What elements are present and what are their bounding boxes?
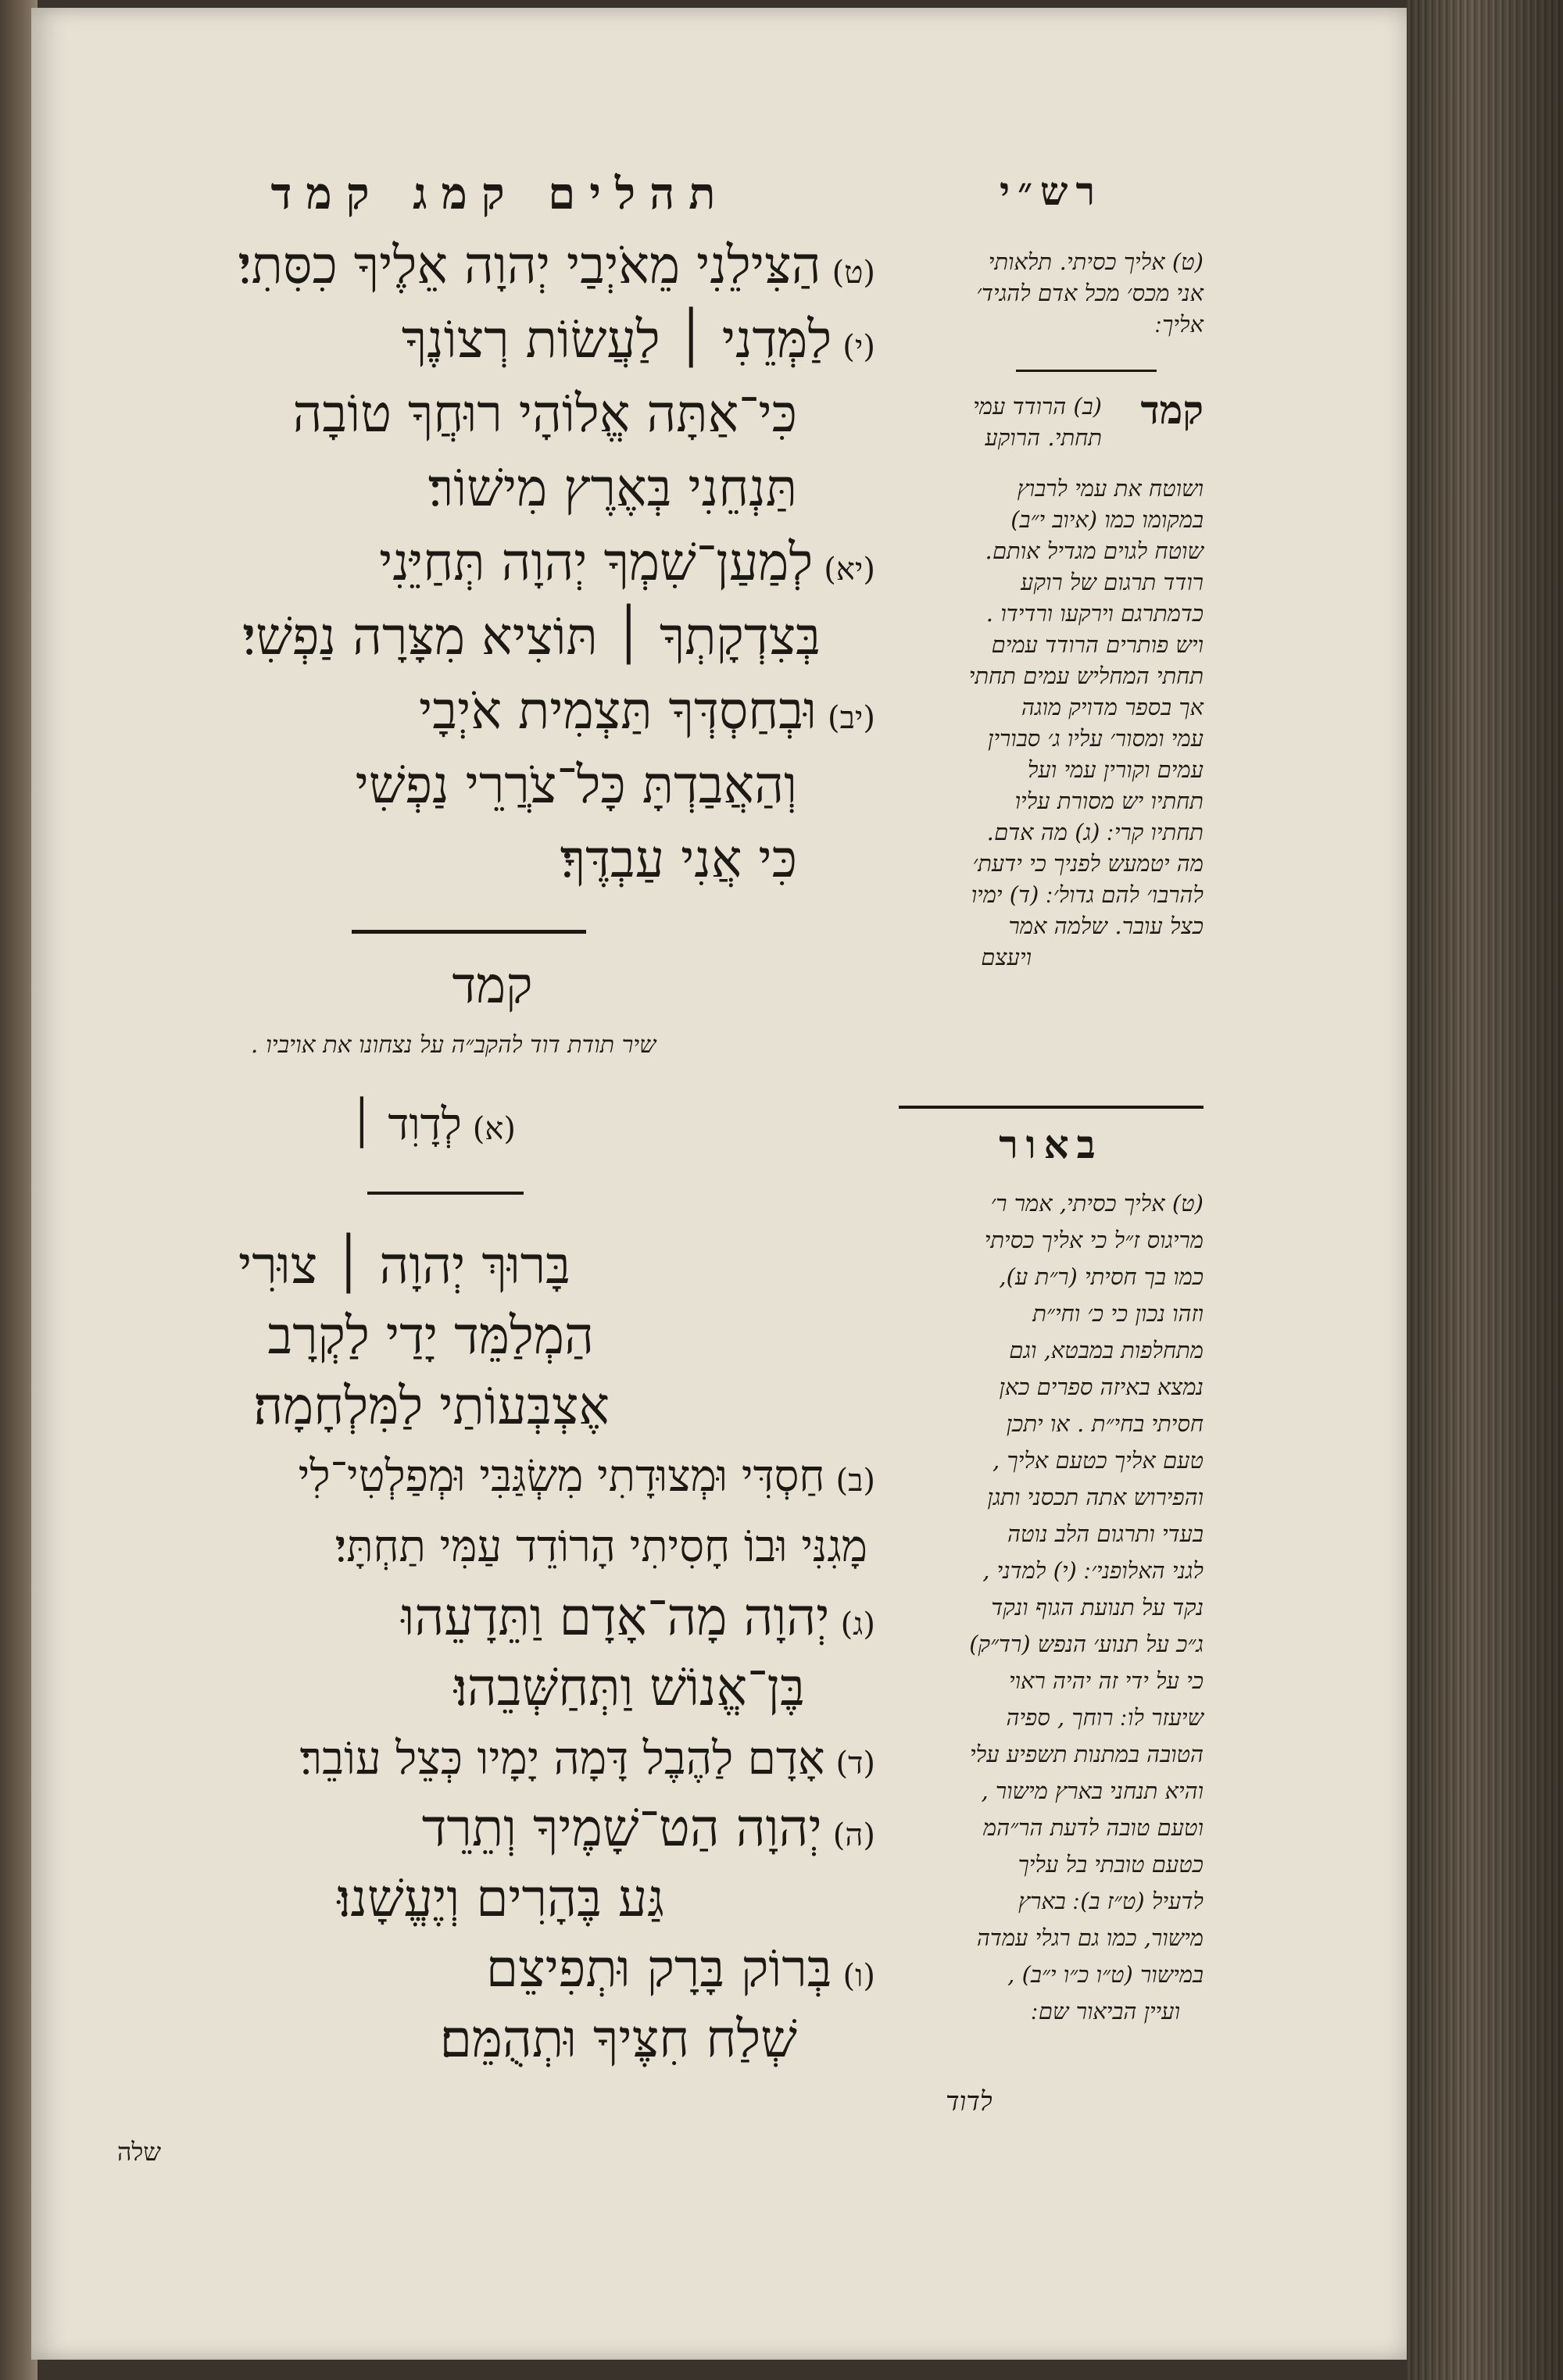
verse-line <box>402 1586 875 1656</box>
biur-commentary <box>899 1121 1204 2082</box>
commentary-line: מישור, כמו גם רגלי עמדה <box>976 1924 1204 1951</box>
verse-number: (א) <box>472 1111 516 1147</box>
rashi-title: רש״י <box>999 168 1103 214</box>
commentary-line: לדעיל (ט״ז ב) ׃ בארץ <box>1018 1888 1204 1914</box>
verse-text: יְהוָה מָה־אָדָם וַתֵּדָעֵהוּ <box>401 1587 830 1647</box>
commentary-chapter-mark: קמד <box>1140 387 1204 433</box>
verse-number: (יא) <box>824 552 875 588</box>
section-divider <box>352 930 586 934</box>
verse-text: לַמְּדֵנִי ׀ לַעֲשׂוֹת רְצוֹנֶךָ <box>401 309 832 370</box>
verse-text: לְדָוִד ׀ <box>349 1099 462 1150</box>
verse-line <box>292 383 797 445</box>
chapter-heading: קמד <box>452 957 533 1015</box>
verse-line <box>422 1797 875 1867</box>
commentary-line: תחתיו יש מסורת עליו <box>1014 788 1204 814</box>
commentary-line: להרבו׳ להם גדול׳ ׃ (ד) ימיו <box>971 881 1204 908</box>
section-divider <box>367 1192 524 1195</box>
verse-text: אָדָם לַהֶבֶל דָּמָה יָמָיו כְּצֵל עוֹבֵר׃ <box>299 1731 825 1785</box>
commentary-line: וזהו נכון כי כ׳ וחי״ת <box>1032 1300 1204 1327</box>
verse-number: (ט) <box>832 255 875 291</box>
verse-line <box>267 1305 594 1367</box>
commentary-line: עמי ומסור׳ עליו ג׳ סבורין <box>988 725 1204 752</box>
commentary-line: כי על ידי זה יהיה ראוי <box>1009 1667 1204 1694</box>
verse-number: (יב) <box>828 700 875 736</box>
section-divider <box>1016 370 1157 372</box>
verse-line <box>335 1516 867 1578</box>
commentary-line: שיעזר לו ׃ רוחך , ספיה <box>1006 1704 1204 1731</box>
commentary-line: וטעם טובה לדעת הר״המ <box>982 1814 1204 1841</box>
verse-line <box>238 234 875 304</box>
commentary-line: נקד על תנועת הגוף ונקד <box>991 1594 1204 1621</box>
commentary-line: אליך ׃ <box>1154 311 1204 338</box>
verse-line <box>402 309 875 378</box>
commentary-line: מריגוס ז״ל כי אליך כסיתי <box>984 1227 1204 1253</box>
verse-line <box>300 1727 875 1795</box>
verse-line <box>338 1867 664 1930</box>
verse-line <box>486 1938 875 2007</box>
commentary-line: והפירוש אתה תכסני ותגן <box>987 1484 1204 1510</box>
verse-text: אֶצְבְּעוֹתַי לַמִּלְחָמָה׃ <box>253 1376 610 1436</box>
commentary-line: כטעם טובתי בל עליך <box>1018 1851 1204 1878</box>
verse-line <box>253 1375 610 1438</box>
commentary-line: טעם אליך כטעם אליך , <box>993 1447 1204 1474</box>
commentary-line: (ט) אליך כסיתי․ תלאותי <box>988 248 1204 275</box>
commentary-line: עמים וקורין עמי ועל <box>1027 756 1204 783</box>
verse-number: (ה) <box>832 1817 875 1853</box>
verse-text: תַּנְחֵנִי בְּאֶרֶץ מִישׁוֹר׃ <box>427 458 797 518</box>
commentary-line: לגני האלופני׳ ׃ (י) למדני , <box>982 1557 1204 1584</box>
verse-text: לְמַעַן־שִׁמְךָ יְהוָה תְּחַיֵּנִי <box>379 532 814 592</box>
commentary-line: אך בספר מדויק מוגה <box>1021 694 1204 720</box>
commentary-line: תחתיו קרי ׃ (ג) מה אדם․ <box>986 819 1204 845</box>
commentary-line: במקומו כמו (איוב י״ב) <box>1010 506 1204 533</box>
verse-number: (ב) <box>835 1463 875 1499</box>
commentary-line: ג״כ על תנוע׳ הנפש (רד״ק) <box>969 1631 1204 1657</box>
biur-title: באור <box>999 1121 1103 1167</box>
commentary-line: ויש פותרים הרודד עמים <box>991 631 1204 658</box>
verse-text: גַּע בֶּהָרִים וְיֶעֱשָׁנוּ׃ <box>337 1868 664 1928</box>
verse-text: חַסְדִּי וּמְצוּדָתִי מִשְׂגַּבִּי וּמְפַלְטִי־לִי <box>298 1451 825 1502</box>
commentary-line: מתחלפות במבטא, וגם <box>1009 1337 1204 1363</box>
verse-text: בָּרוּךְ יְהוָה ׀ צוּרִי <box>238 1235 570 1295</box>
verse-line <box>560 828 797 891</box>
commentary-line: במישור (ט״ו כ״ו י״ב) , <box>1007 1961 1204 1988</box>
commentary-line: ושוטח את עמי לרבוץ <box>1017 475 1204 502</box>
verse-line <box>242 606 821 668</box>
commentary-line: שוטח לגוים מגדיל אותם․ <box>985 538 1204 564</box>
verse-text: הַצִּילֵנִי מֵאֹיְבַי יְהוָה אֵלֶיךָ כִסִּתִי׃ <box>238 235 821 295</box>
verse-text: יְהוָה הַט־שָׁמֶיךָ וְתֵרֵד <box>421 1798 822 1858</box>
verse-number: (ו) <box>842 1958 875 1994</box>
verse-text: כִּי־אַתָּה אֱלוֹהָי רוּחֲךָ טוֹבָה <box>292 384 797 444</box>
verse-text: בְּרוֹק בָּרָק וּתְפִיצֵם <box>485 1939 832 1999</box>
rashi-commentary <box>899 168 1204 1106</box>
commentary-line: (ט) אליך כסיתי, אמר ר׳ <box>990 1190 1204 1217</box>
verse-text: וּבְחַסְדְּךָ תַּצְמִית אֹיְבָי <box>419 681 817 741</box>
section-divider <box>899 1106 1204 1109</box>
verse-line <box>440 2008 797 2071</box>
psalm-title-line <box>55 1094 867 1172</box>
catchword: לדוד <box>946 2086 993 2117</box>
page-number: שלה <box>117 2137 162 2167</box>
commentary-line: (ב) הרודד עמי <box>973 393 1102 420</box>
verse-line <box>299 1446 875 1512</box>
commentary-line: תחתי․ הרוקע <box>985 424 1102 451</box>
verse-number: (ד) <box>835 1746 875 1781</box>
commentary-line: ועיין הביאור שם ׃ <box>1031 1998 1180 2024</box>
verse-text: הַמְלַמֵּד יָדַי לַקְרָב <box>267 1306 594 1366</box>
psalm-text-column <box>55 1219 875 2125</box>
verse-line <box>379 531 875 601</box>
verse-line <box>238 1235 570 1297</box>
verse-number: (ג) <box>840 1606 875 1642</box>
verse-text: מָגִנִּי וּבוֹ חָסִיתִי הָרוֹדֵד עַמִּי תַחְתָּי׃ <box>334 1521 867 1572</box>
commentary-line: כדמתרגם וירקעו ורדידו ․ <box>985 600 1204 627</box>
commentary-line: חסיתי בחי״ת ․ או יתכן <box>1006 1410 1204 1437</box>
verse-line <box>419 680 875 749</box>
commentary-line: והיא תנחני בארץ מישור , <box>981 1778 1204 1804</box>
verse-text: בֶּן־אֱנוֹשׁ וַתְּחַשְּׁבֵהוּ׃ <box>453 1657 805 1717</box>
commentary-line: מה יטמעש לפניך כי ידעת׳ <box>972 850 1204 877</box>
commentary-line: כמו בך חסיתי (ר״ת ע), <box>999 1263 1204 1290</box>
chapter-superscription: שיר תודת דוד להקב״ה על נצחונו את אויביו ․ <box>250 1031 656 1059</box>
commentary-line: אני מכס׳ מכל אדם להגיד׳ <box>976 280 1204 306</box>
verse-number: (י) <box>842 329 875 365</box>
verse-line <box>428 457 797 520</box>
verse-text: כִּי אֲנִי עַבְדֶּךָ׃ <box>560 829 797 889</box>
commentary-line: הטובה במתנות תשפיע עלי <box>970 1741 1204 1767</box>
running-head: תהלים קמג קמד <box>270 168 730 220</box>
commentary-line: נמצא באיזה ספרים כאן <box>999 1374 1204 1400</box>
commentary-line: בעדי ותרגום הלב נוטה <box>1007 1521 1204 1547</box>
commentary-line: כצל עובר․ שלמה אמר <box>1008 913 1204 939</box>
verse-line <box>454 1656 805 1719</box>
commentary-line: רודד תרגום של רוקע <box>1021 569 1204 595</box>
verse-line <box>356 754 797 817</box>
commentary-line: תחתי המחליש עמים תחתי <box>968 663 1204 689</box>
verse-text: שְׁלַח חִצֶּיךָ וּתְהֻמֵּם׃ <box>439 2009 797 2069</box>
verse-text: בְּצִדְקָתְךָ ׀ תּוֹצִיא מִצָּרָה נַפְשִׁי׃ <box>242 606 821 666</box>
verse-text: וְהַאֲבַדְתָּ כָּל־צֹרֲרֵי נַפְשִׁי <box>355 755 797 815</box>
commentary-line: ויעצם <box>981 944 1032 970</box>
